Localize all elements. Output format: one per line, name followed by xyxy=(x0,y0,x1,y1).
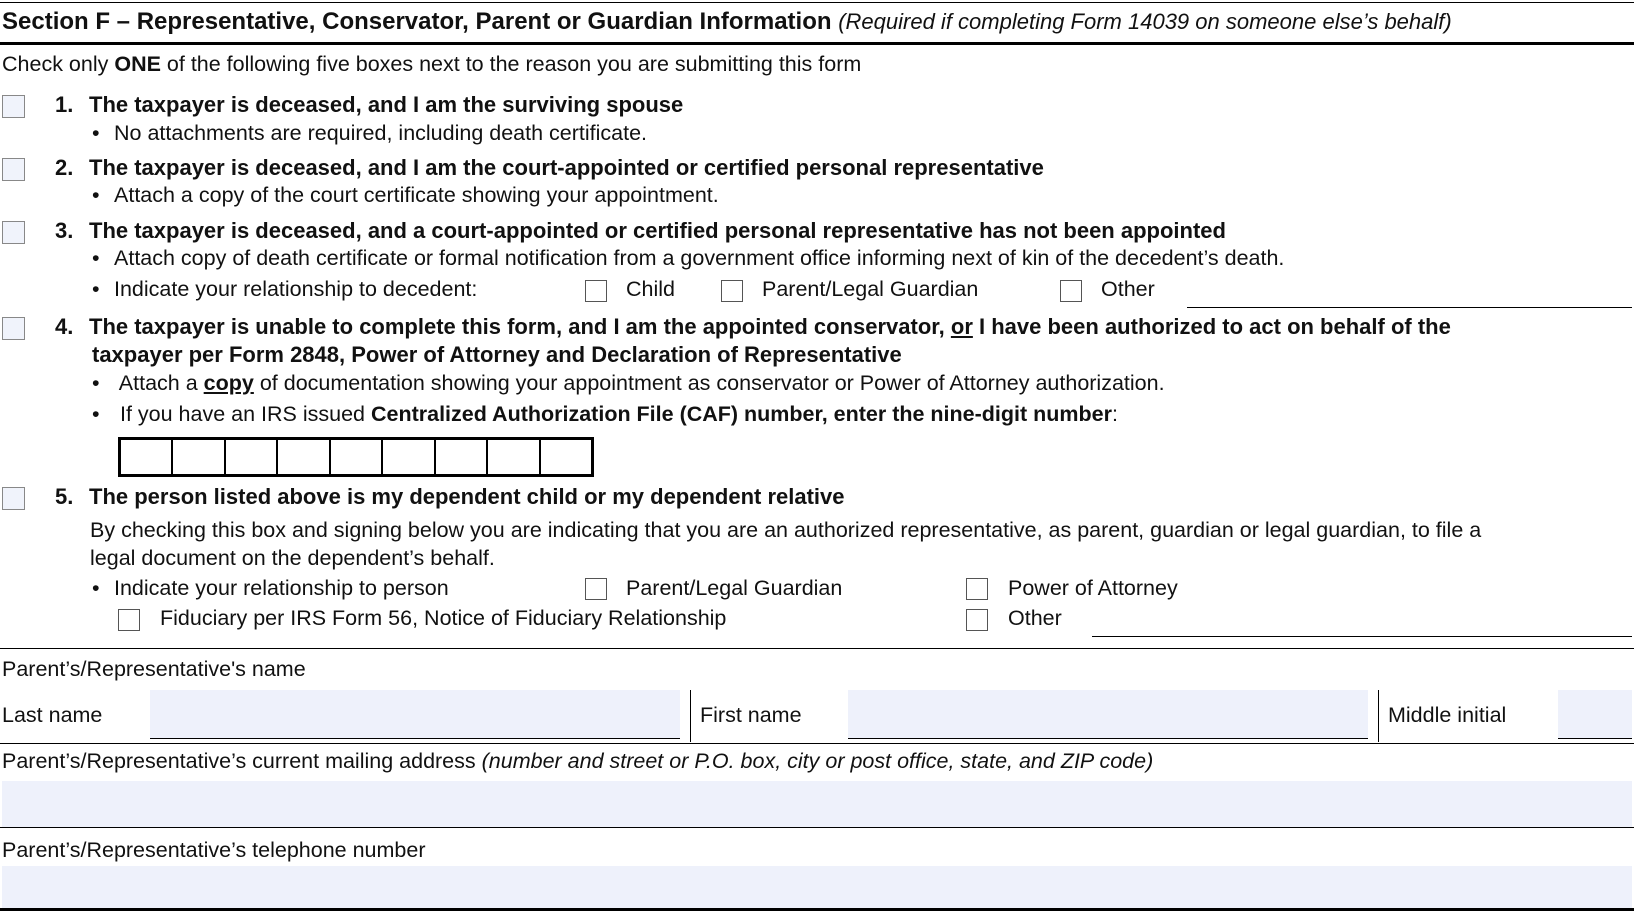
middle-initial-label: Middle initial xyxy=(1388,703,1507,727)
last-name-label: Last name xyxy=(2,703,103,727)
caf-digit-cell[interactable] xyxy=(488,440,540,474)
item-3-relationship-prompt: • Indicate your relationship to decedent: xyxy=(92,277,477,302)
address-hint: (number and street or P.O. box, city or post office, state, and ZIP code) xyxy=(481,749,1154,773)
item-3-parent-label: Parent/Legal Guardian xyxy=(762,277,979,301)
section-title-text: Section F – Representative, Conservator, Parent or Guardian Information xyxy=(2,8,832,35)
item-4-bullet-2-post: : xyxy=(1111,402,1118,426)
item-2-heading xyxy=(55,155,1044,181)
item-1-checkbox[interactable] xyxy=(2,95,25,118)
item-2-checkbox[interactable] xyxy=(2,158,25,181)
item-5-number: 5. xyxy=(55,484,74,509)
item-5-parent-label: Parent/Legal Guardian xyxy=(626,576,843,600)
caf-number-input[interactable] xyxy=(118,437,594,477)
last-name-underline xyxy=(150,738,680,739)
name-divider-2 xyxy=(1378,690,1379,742)
caf-digit-cell[interactable] xyxy=(278,440,330,474)
item-4-bullet-1-emph: copy xyxy=(203,371,254,395)
section-title xyxy=(2,8,1452,36)
name-section-label: Parent’s/Representative's name xyxy=(2,657,306,681)
item-5-parent-checkbox[interactable] xyxy=(585,578,607,600)
instruction-post: of the following five boxes next to the reason you are submitting this form xyxy=(166,52,862,76)
item-3-child-label: Child xyxy=(626,277,675,301)
phone-label: Parent’s/Representative’s telephone number xyxy=(2,838,426,862)
caf-digit-cell[interactable] xyxy=(173,440,225,474)
caf-digit-cell[interactable] xyxy=(383,440,435,474)
item-3-heading-text: The taxpayer is deceased, and a court-appointed or certified personal representative has not been appointed xyxy=(89,218,1226,243)
item-1-number: 1. xyxy=(55,92,74,117)
item-1-bullet: • No attachments are required, including death certificate. xyxy=(92,121,647,146)
first-name-label: First name xyxy=(700,703,802,727)
item-1-heading-text: The taxpayer is deceased, and I am the surviving spouse xyxy=(89,92,684,117)
item-4-bullet-2 xyxy=(92,402,1118,427)
item-5-heading xyxy=(55,484,845,510)
item-5-checkbox[interactable] xyxy=(2,487,25,510)
item-3-other-input[interactable] xyxy=(1187,307,1632,308)
instruction xyxy=(2,52,861,77)
item-3-number: 3. xyxy=(55,218,74,243)
caf-digit-cell[interactable] xyxy=(436,440,488,474)
phone-field[interactable] xyxy=(2,866,1632,908)
item-5-fiduciary-label: Fiduciary per IRS Form 56, Notice of Fiduciary Relationship xyxy=(160,606,727,630)
item-5-paragraph-line1: By checking this box and signing below you are indicating that you are an authorized representative, as parent, guardian or legal guardian, to file a xyxy=(90,518,1482,542)
item-5-other-checkbox[interactable] xyxy=(966,609,988,631)
caf-digit-cell[interactable] xyxy=(121,440,173,474)
item-5-poa-checkbox[interactable] xyxy=(966,578,988,600)
item-4-heading-b: I have been authorized to act on behalf of the xyxy=(979,314,1451,339)
item-5-heading-text: The person listed above is my dependent child or my dependent relative xyxy=(89,484,845,509)
item-4-checkbox[interactable] xyxy=(2,317,25,340)
instruction-pre: Check only xyxy=(2,52,109,76)
item-5-other-input[interactable] xyxy=(1092,636,1632,637)
name-section-top-rule xyxy=(0,648,1634,649)
item-2-heading-text: The taxpayer is deceased, and I am the court-appointed or certified personal representative xyxy=(89,155,1044,180)
item-3-other-label: Other xyxy=(1101,277,1155,301)
item-5-fiduciary-checkbox[interactable] xyxy=(118,609,140,631)
item-2-number: 2. xyxy=(55,155,74,180)
address-bottom-rule xyxy=(0,827,1634,828)
item-3-bullet: • Attach copy of death certificate or formal notification from a government office informing next of kin of the decedent’s death. xyxy=(92,246,1284,271)
caf-digit-cell[interactable] xyxy=(226,440,278,474)
item-2-bullet: • Attach a copy of the court certificate showing your appointment. xyxy=(92,183,719,208)
item-4-bullet-2-pre: If you have an IRS issued xyxy=(119,402,365,426)
item-4-heading xyxy=(55,314,1451,340)
item-5-other-label: Other xyxy=(1008,606,1062,630)
item-1-heading xyxy=(55,92,683,118)
first-name-underline xyxy=(848,738,1368,739)
instruction-emph: ONE xyxy=(114,52,161,76)
item-5-paragraph-line2: legal document on the dependent’s behalf. xyxy=(90,546,495,570)
item-5-relationship-prompt: • Indicate your relationship to person xyxy=(92,576,449,601)
middle-initial-underline xyxy=(1558,738,1632,739)
caf-digit-cell[interactable] xyxy=(331,440,383,474)
caf-digit-cell[interactable] xyxy=(541,440,591,474)
item-3-other-checkbox[interactable] xyxy=(1060,280,1082,302)
address-label-text: Parent’s/Representative’s current mailing address xyxy=(2,749,476,773)
item-4-bullet-2-emph: Centralized Authorization File (CAF) number, enter the nine-digit number xyxy=(370,402,1112,426)
name-section-bottom-rule xyxy=(0,743,1634,744)
item-4-bullet-1-pre: Attach a xyxy=(118,371,198,395)
address-label xyxy=(2,749,1153,774)
section-subtitle: (Required if completing Form 14039 on someone else’s behalf) xyxy=(838,9,1452,34)
item-4-number: 4. xyxy=(55,314,74,339)
item-4-bullet-1-post: of documentation showing your appointment as conservator or Power of Attorney authorization. xyxy=(259,371,1165,395)
item-5-poa-label: Power of Attorney xyxy=(1008,576,1178,600)
title-underline xyxy=(0,42,1634,45)
item-4-heading-a: The taxpayer is unable to complete this form, and I am the appointed conservator, xyxy=(89,314,945,339)
top-rule xyxy=(0,2,1634,3)
name-divider-1 xyxy=(690,690,691,742)
middle-initial-field[interactable] xyxy=(1558,690,1632,738)
item-3-parent-checkbox[interactable] xyxy=(721,280,743,302)
item-3-heading xyxy=(55,218,1226,244)
bottom-rule xyxy=(0,908,1634,911)
item-4-heading-or: or xyxy=(950,314,973,339)
item-3-child-checkbox[interactable] xyxy=(585,280,607,302)
item-4-heading-line2: taxpayer per Form 2848, Power of Attorney and Declaration of Representative xyxy=(92,342,902,367)
first-name-field[interactable] xyxy=(848,690,1368,738)
item-4-bullet-1 xyxy=(92,371,1165,396)
address-field[interactable] xyxy=(2,781,1632,827)
item-3-checkbox[interactable] xyxy=(2,221,25,244)
last-name-field[interactable] xyxy=(150,690,680,738)
